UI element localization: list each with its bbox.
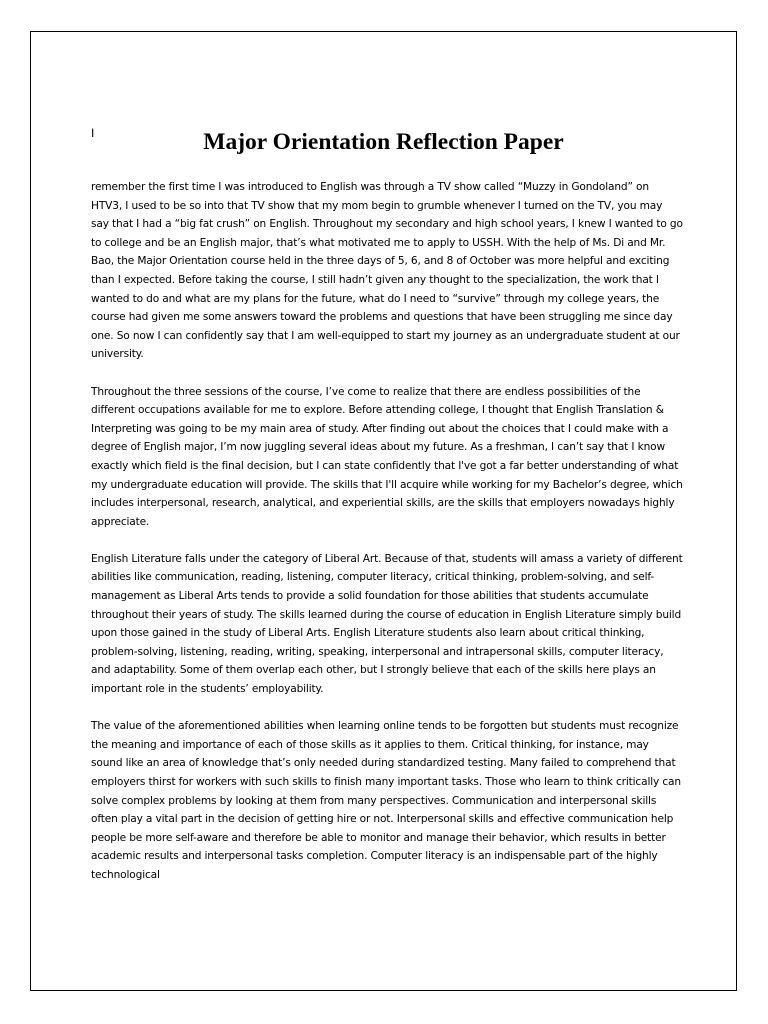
document-body <box>91 178 683 903</box>
stray-mark: I <box>91 126 95 140</box>
document-title: Major Orientation Reflection Paper <box>203 129 564 155</box>
paragraph-4: The value of the aforementioned abilities when learning online tends to be forgotten but students must recognize the meaning and importance of each of those skills as it applies to them. Critical thinking, for instance, may sound like an area of knowledge that’s only needed during standardized testing. Many failed to comprehend that employers thirst for workers with such skills to finish many important tasks. Those who learn to think critically can solve complex problems by looking at them from many perspectives. Communication and interpersonal skills often play a vital part in the decision of getting hire or not. Interpersonal skills and effective communication help people be more self-aware and therefore be able to monitor and manage their behavior, which results in better academic results and interpersonal tasks completion. Computer literacy is an indispensable part of the highly technological <box>91 720 681 881</box>
paragraph-1: remember the first time I was introduced to English was through a TV show called “Muzzy in Gondoland” on HTV3, I used to be so into that TV show that my mom begin to grumble whenever I turned on the TV, you may say that I had a “big fat crush” on English. Throughout my secondary and high school years, I knew I wanted to go to college and be an English major, that’s what motivated me to apply to USSH. With the help of Ms. Di and Mr. Bao, the Major Orientation course held in the three days of 5, 6, and 8 of October was more helpful and exciting than I expected. Before taking the course, I still hadn’t given any thought to the specialization, the work that I wanted to do and what are my plans for the future, what do I need to “survive” through my college years, the course had given me some answers toward the problems and questions that have been struggling me since day one. So now I can confidently say that I am well-equipped to start my journey as an undergraduate student at our university. <box>91 181 683 361</box>
paragraph-3: English Literature falls under the category of Liberal Art. Because of that, students will amass a variety of different abilities like communication, reading, listening, computer literacy, critical thinking, problem-solving, and self-management as Liberal Arts tends to provide a solid foundation for those abilities that students accumulate throughout their years of study. The skills learned during the course of education in English Literature simply build upon those gained in the study of Liberal Arts. English Literature students also learn about critical thinking, problem-solving, listening, reading, writing, speaking, interpersonal and intrapersonal skills, computer literacy, and adaptability. Some of them overlap each other, but I strongly believe that each of the skills here plays an important role in the students’ employability. <box>91 552 683 696</box>
paragraph-2: Throughout the three sessions of the course, I’ve come to realize that there are endless possibilities of the different occupations available for me to explore. Before attending college, I thought that English Translation & Interpreting was going to be my main area of study. After finding out about the choices that I could make with a degree of English major, I’m now juggling several ideas about my future. As a freshman, I can’t say that I know exactly which field is the final decision, but I can state confidently that I've got a far better understanding of what my undergraduate education will provide. The skills that I'll acquire while working for my Bachelor’s degree, which includes interpersonal, research, analytical, and experiential skills, are the skills that employers nowadays highly appreciate. <box>91 385 683 528</box>
document-page <box>30 31 737 991</box>
